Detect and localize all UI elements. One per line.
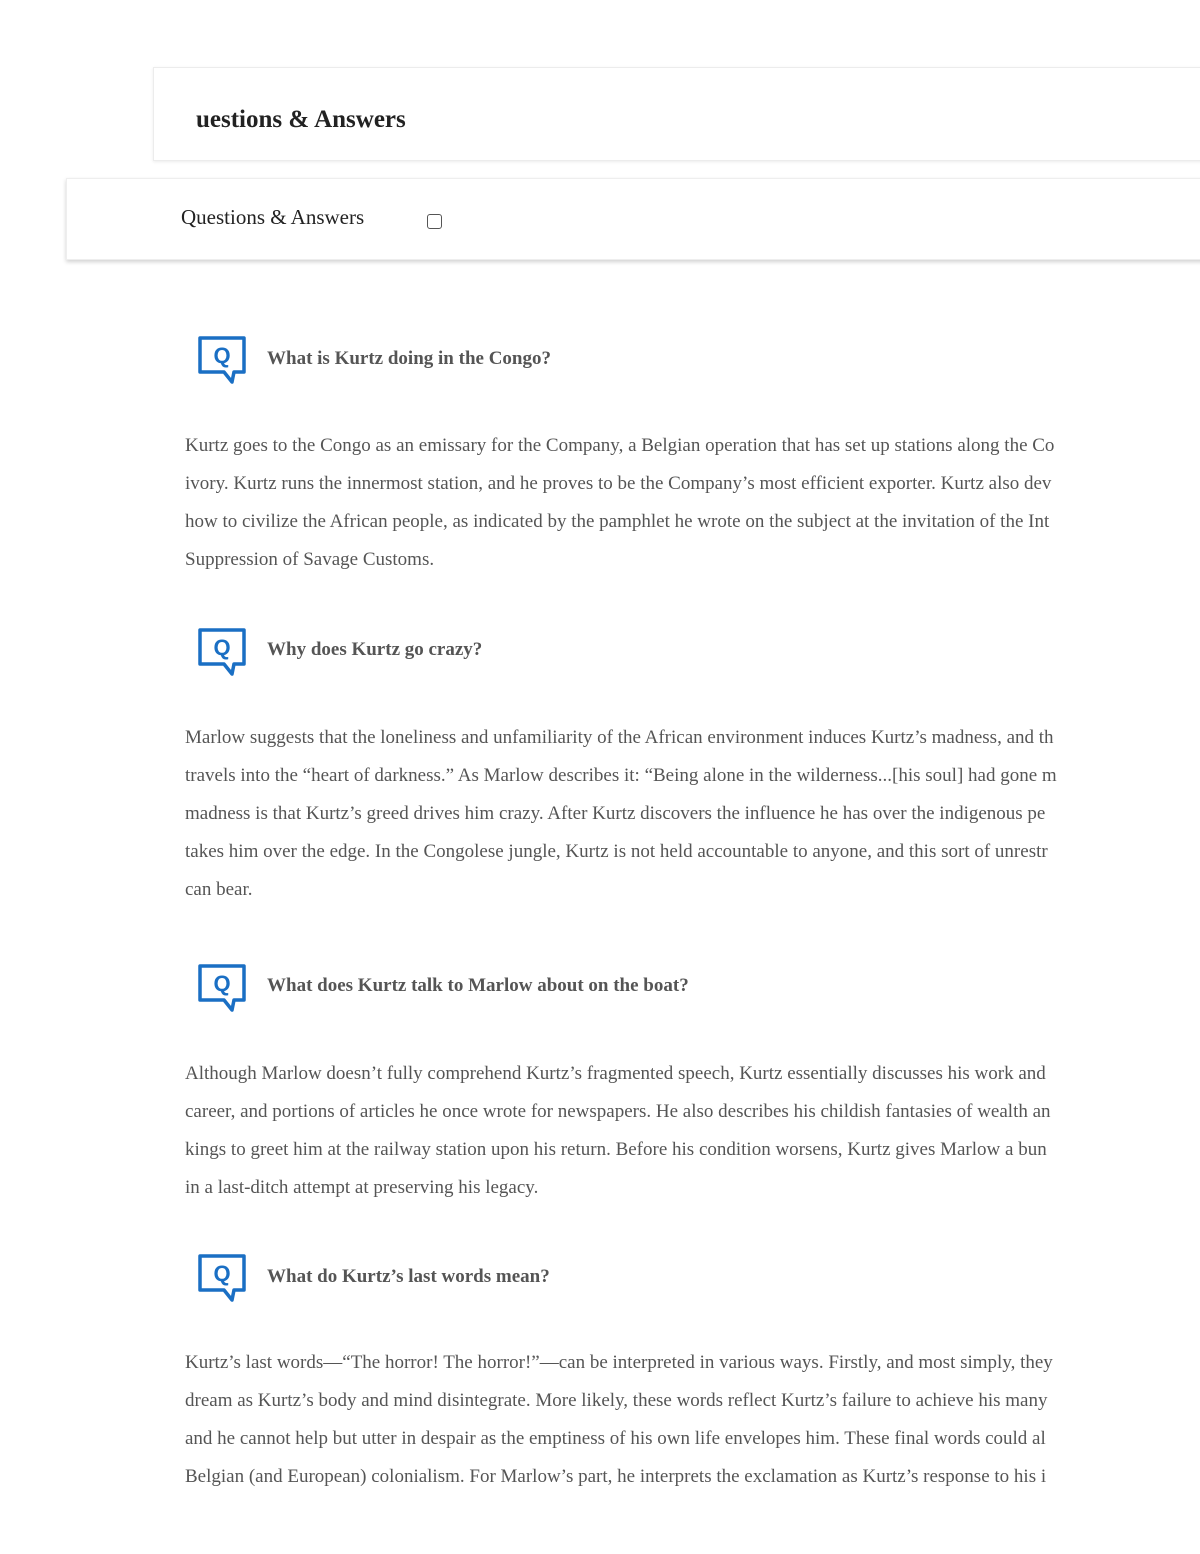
qa-item <box>185 300 1200 590</box>
answer-line: kings to greet him at the railway station upon his return. Before his condition worsens, Kurtz gives Marlow a bun <box>185 1139 1047 1160</box>
answer-text <box>185 1344 1200 1496</box>
question-text: Why does Kurtz go crazy? <box>267 639 483 660</box>
tab-questions-answers[interactable]: Questions & Answers <box>181 205 365 229</box>
answer-text <box>185 719 1200 909</box>
answer-line: madness is that Kurtz’s greed drives him crazy. After Kurtz discovers the influence he has over the indigenous pe <box>185 803 1046 824</box>
question-icon-letter: Q <box>213 1261 231 1286</box>
qa-item <box>185 928 1200 1218</box>
question-icon <box>196 1252 248 1304</box>
qa-item <box>185 592 1200 912</box>
answer-line: Suppression of Savage Customs. <box>185 549 435 570</box>
question-text: What is Kurtz doing in the Congo? <box>267 348 551 369</box>
question-icon <box>196 626 248 678</box>
qa-item <box>185 1218 1200 1528</box>
header-card <box>153 67 1200 161</box>
answer-line: career, and portions of articles he once wrote for newspapers. He also describes his childish fantasies of wealth an <box>185 1101 1051 1122</box>
answer-line: can bear. <box>185 879 253 900</box>
page-title: uestions & Answers <box>196 106 406 133</box>
answer-line: how to civilize the African people, as indicated by the pamphlet he wrote on the subject at the invitation of the Int <box>185 511 1050 532</box>
answer-line: Although Marlow doesn’t fully comprehend Kurtz’s fragmented speech, Kurtz essentially discusses his work and <box>185 1063 1046 1084</box>
tab-checkbox[interactable] <box>427 214 442 229</box>
question-icon <box>196 334 248 386</box>
answer-line: dream as Kurtz’s body and mind disintegrate. More likely, these words reflect Kurtz’s failure to achieve his many <box>185 1390 1048 1411</box>
question-icon-letter: Q <box>213 971 231 996</box>
answer-line: ivory. Kurtz runs the innermost station, and he proves to be the Company’s most efficient exporter. Kurtz also dev <box>185 473 1052 494</box>
answer-line: Marlow suggests that the loneliness and unfamiliarity of the African environment induces Kurtz’s madness, and th <box>185 727 1054 748</box>
question-text: What do Kurtz’s last words mean? <box>267 1266 550 1287</box>
answer-line: and he cannot help but utter in despair as the emptiness of his own life envelopes him. These final words could al <box>185 1428 1046 1449</box>
answer-line: takes him over the edge. In the Congolese jungle, Kurtz is not held accountable to anyone, and this sort of unrestr <box>185 841 1048 862</box>
question-text: What does Kurtz talk to Marlow about on the boat? <box>267 975 689 996</box>
answer-line: Kurtz goes to the Congo as an emissary for the Company, a Belgian operation that has set up stations along the Co <box>185 435 1055 456</box>
answer-line: Kurtz’s last words—“The horror! The horror!”—can be interpreted in various ways. Firstly, and most simply, they <box>185 1352 1053 1373</box>
question-icon <box>196 962 248 1014</box>
answer-line: Belgian (and European) colonialism. For Marlow’s part, he interprets the exclamation as Kurtz’s response to his i <box>185 1466 1047 1487</box>
section-tab-bar <box>66 178 1200 260</box>
answer-text <box>185 427 1200 579</box>
question-icon-letter: Q <box>213 343 231 368</box>
answer-text <box>185 1055 1200 1207</box>
answer-line: in a last-ditch attempt at preserving his legacy. <box>185 1177 539 1198</box>
answer-line: travels into the “heart of darkness.” As Marlow describes it: “Being alone in the wilderness...[his soul] had gone m <box>185 765 1057 786</box>
question-icon-letter: Q <box>213 635 231 660</box>
